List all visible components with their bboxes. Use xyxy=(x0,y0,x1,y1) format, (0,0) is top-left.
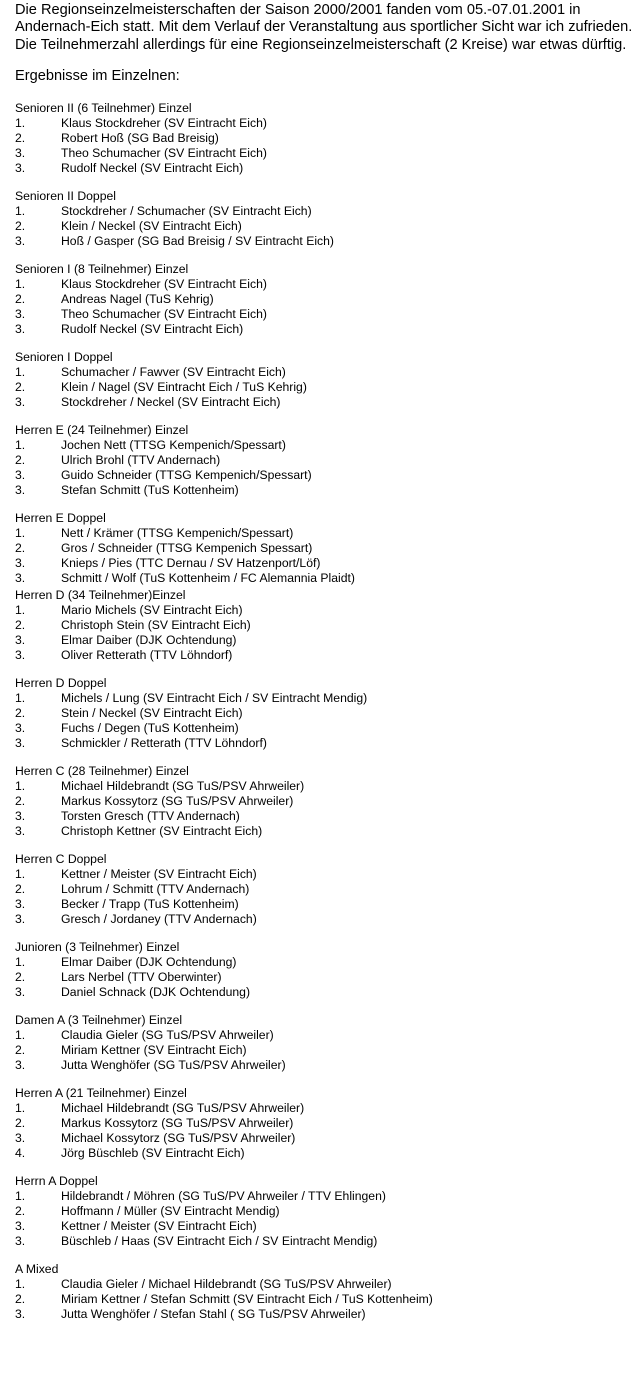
entry-rank: 3. xyxy=(15,570,26,585)
entry-text: Klein / Neckel (SV Eintracht Eich) xyxy=(61,218,242,233)
result-section xyxy=(15,423,637,498)
entry-rank: 3. xyxy=(15,1130,26,1145)
entry-text: Jutta Wenghöfer (SG TuS/PSV Ahrweiler) xyxy=(61,1057,286,1072)
result-entry xyxy=(15,204,637,219)
entry-text: Markus Kossytorz (SG TuS/PSV Ahrweiler) xyxy=(61,793,294,808)
section-title: Senioren II Doppel xyxy=(15,188,116,203)
entry-text: Oliver Retterath (TTV Löhndorf) xyxy=(61,647,233,662)
entry-rank: 2. xyxy=(15,1115,26,1130)
entry-text: Michael Hildebrandt (SG TuS/PSV Ahrweiler) xyxy=(61,778,305,793)
section-title: Herren C Doppel xyxy=(15,851,107,866)
entry-text: Ulrich Brohl (TTV Andernach) xyxy=(61,452,221,467)
result-entry xyxy=(15,618,637,633)
entry-rank: 1. xyxy=(15,778,26,793)
entry-rank: 1. xyxy=(15,690,26,705)
entry-rank: 1. xyxy=(15,203,26,218)
entry-rank: 3. xyxy=(15,306,26,321)
entry-text: Andreas Nagel (TuS Kehrig) xyxy=(61,291,214,306)
entry-rank: 3. xyxy=(15,394,26,409)
result-entry xyxy=(15,1058,637,1073)
result-entry xyxy=(15,955,637,970)
section-title: Herren D (34 Teilnehmer)Einzel xyxy=(15,587,186,602)
result-entry xyxy=(15,736,637,751)
result-entry xyxy=(15,1101,637,1116)
entry-text: Gros / Schneider (TTSG Kempenich Spessart) xyxy=(61,540,313,555)
entry-rank: 2. xyxy=(15,218,26,233)
entry-rank: 3. xyxy=(15,1218,26,1233)
entry-text: Stockdreher / Schumacher (SV Eintracht Eich) xyxy=(61,203,312,218)
entry-text: Mario Michels (SV Eintracht Eich) xyxy=(61,602,243,617)
result-entry xyxy=(15,1131,637,1146)
entry-rank: 1. xyxy=(15,364,26,379)
section-title: A Mixed xyxy=(15,1261,59,1276)
entry-text: Kettner / Meister (SV Eintracht Eich) xyxy=(61,866,257,881)
entry-rank: 2. xyxy=(15,130,26,145)
entry-rank: 3. xyxy=(15,632,26,647)
result-entry xyxy=(15,307,637,322)
entry-rank: 3. xyxy=(15,467,26,482)
entry-text: Gresch / Jordaney (TTV Andernach) xyxy=(61,911,257,926)
result-entry xyxy=(15,365,637,380)
entry-rank: 3. xyxy=(15,808,26,823)
entry-rank: 1. xyxy=(15,525,26,540)
result-entry xyxy=(15,571,637,586)
entry-text: Hoffmann / Müller (SV Eintracht Mendig) xyxy=(61,1203,280,1218)
entry-text: Stefan Schmitt (TuS Kottenheim) xyxy=(61,482,239,497)
entry-text: Fuchs / Degen (TuS Kottenheim) xyxy=(61,720,239,735)
entry-rank: 3. xyxy=(15,145,26,160)
result-entry xyxy=(15,633,637,648)
result-entry xyxy=(15,603,637,618)
entry-rank: 1. xyxy=(15,602,26,617)
entry-text: Rudolf Neckel (SV Eintracht Eich) xyxy=(61,160,244,175)
entry-text: Claudia Gieler / Michael Hildebrandt (SG TuS/PSV Ahrweiler) xyxy=(61,1276,392,1291)
entry-text: Theo Schumacher (SV Eintracht Eich) xyxy=(61,306,267,321)
section-title: Herrn A Doppel xyxy=(15,1173,98,1188)
entry-rank: 3. xyxy=(15,735,26,750)
result-entry xyxy=(15,1116,637,1131)
result-section xyxy=(15,764,637,839)
result-entry xyxy=(15,721,637,736)
entry-text: Knieps / Pies (TTC Dernau / SV Hatzenport/Löf) xyxy=(61,555,321,570)
entry-rank: 3. xyxy=(15,823,26,838)
result-entry xyxy=(15,1204,637,1219)
entry-rank: 3. xyxy=(15,984,26,999)
entry-text: Stein / Neckel (SV Eintracht Eich) xyxy=(61,705,243,720)
entry-text: Kettner / Meister (SV Eintracht Eich) xyxy=(61,1218,257,1233)
section-title: Senioren I (8 Teilnehmer) Einzel xyxy=(15,261,189,276)
entry-text: Klein / Nagel (SV Eintracht Eich / TuS Kehrig) xyxy=(61,379,307,394)
entry-rank: 2. xyxy=(15,540,26,555)
entry-rank: 3. xyxy=(15,321,26,336)
result-section xyxy=(15,1013,637,1073)
result-entry xyxy=(15,116,637,131)
entry-rank: 1. xyxy=(15,1100,26,1115)
entry-text: Michael Hildebrandt (SG TuS/PSV Ahrweiler) xyxy=(61,1100,305,1115)
entry-rank: 2. xyxy=(15,793,26,808)
entry-rank: 3. xyxy=(15,482,26,497)
result-section xyxy=(15,1086,637,1161)
section-title: Junioren (3 Teilnehmer) Einzel xyxy=(15,939,180,954)
entry-rank: 2. xyxy=(15,452,26,467)
result-entry xyxy=(15,1234,637,1249)
section-title: Herren E Doppel xyxy=(15,510,106,525)
entry-rank: 1. xyxy=(15,954,26,969)
entry-rank: 3. xyxy=(15,1057,26,1072)
entry-text: Michels / Lung (SV Eintracht Eich / SV Eintracht Mendig) xyxy=(61,690,368,705)
entry-rank: 2. xyxy=(15,705,26,720)
result-entry xyxy=(15,234,637,249)
result-entry xyxy=(15,1028,637,1043)
entry-text: Stockdreher / Neckel (SV Eintracht Eich) xyxy=(61,394,281,409)
section-title: Herren D Doppel xyxy=(15,675,107,690)
entry-rank: 2. xyxy=(15,379,26,394)
result-entry xyxy=(15,648,637,663)
entry-rank: 2. xyxy=(15,1203,26,1218)
result-entry xyxy=(15,541,637,556)
entry-rank: 3. xyxy=(15,1233,26,1248)
entry-rank: 2. xyxy=(15,881,26,896)
result-entry xyxy=(15,526,637,541)
entry-text: Guido Schneider (TTSG Kempenich/Spessart) xyxy=(61,467,312,482)
entry-text: Schumacher / Fawver (SV Eintracht Eich) xyxy=(61,364,286,379)
result-entry xyxy=(15,1292,637,1307)
section-title: Damen A (3 Teilnehmer) Einzel xyxy=(15,1012,183,1027)
entry-text: Jochen Nett (TTSG Kempenich/Spessart) xyxy=(61,437,286,452)
entry-rank: 3. xyxy=(15,233,26,248)
intro-paragraph: Die Regionseinzelmeisterschaften der Saison 2000/2001 fanden vom 05.-07.01.2001 in Andernach-Eich statt. Mit dem Verlauf der Veranstaltung aus sportlicher Sicht war ich zufrieden. Die Teilnehmerzahl allerdings für eine Regionseinzelmeisterschaft (2 Kreise) war etwas dürftig. xyxy=(15,2,633,53)
entry-text: Elmar Daiber (DJK Ochtendung) xyxy=(61,632,237,647)
result-entry xyxy=(15,146,637,161)
result-entry xyxy=(15,277,637,292)
section-title: Herren A (21 Teilnehmer) Einzel xyxy=(15,1085,187,1100)
result-section xyxy=(15,262,637,337)
result-entry xyxy=(15,131,637,146)
entry-text: Miriam Kettner / Stefan Schmitt (SV Eintracht Eich / TuS Kottenheim) xyxy=(61,1291,433,1306)
result-entry xyxy=(15,912,637,927)
entry-rank: 1. xyxy=(15,115,26,130)
entry-rank: 3. xyxy=(15,160,26,175)
section-title: Senioren I Doppel xyxy=(15,349,113,364)
section-title: Herren E (24 Teilnehmer) Einzel xyxy=(15,422,189,437)
entry-text: Claudia Gieler (SG TuS/PSV Ahrweiler) xyxy=(61,1027,274,1042)
result-section xyxy=(15,588,637,663)
entry-text: Michael Kossytorz (SG TuS/PSV Ahrweiler) xyxy=(61,1130,296,1145)
result-entry xyxy=(15,882,637,897)
entry-text: Klaus Stockdreher (SV Eintracht Eich) xyxy=(61,276,267,291)
result-section xyxy=(15,1262,637,1322)
entry-text: Büschleb / Haas (SV Eintracht Eich / SV Eintracht Mendig) xyxy=(61,1233,378,1248)
result-entry xyxy=(15,809,637,824)
entry-rank: 2. xyxy=(15,1291,26,1306)
entry-text: Christoph Kettner (SV Eintracht Eich) xyxy=(61,823,263,838)
entry-rank: 3. xyxy=(15,1306,26,1321)
result-entry xyxy=(15,1307,637,1322)
result-entry xyxy=(15,897,637,912)
result-entry xyxy=(15,1277,637,1292)
entry-text: Becker / Trapp (TuS Kottenheim) xyxy=(61,896,239,911)
result-entry xyxy=(15,1219,637,1234)
entry-rank: 3. xyxy=(15,896,26,911)
entry-text: Jutta Wenghöfer / Stefan Stahl ( SG TuS/PSV Ahrweiler) xyxy=(61,1306,366,1321)
result-section xyxy=(15,676,637,751)
result-entry xyxy=(15,556,637,571)
entry-rank: 1. xyxy=(15,1188,26,1203)
entry-rank: 2. xyxy=(15,617,26,632)
entry-text: Lohrum / Schmitt (TTV Andernach) xyxy=(61,881,250,896)
result-section xyxy=(15,852,637,927)
entry-text: Miriam Kettner (SV Eintracht Eich) xyxy=(61,1042,247,1057)
entry-text: Schmickler / Retterath (TTV Löhndorf) xyxy=(61,735,267,750)
entry-text: Christoph Stein (SV Eintracht Eich) xyxy=(61,617,251,632)
result-entry xyxy=(15,867,637,882)
result-section xyxy=(15,511,637,586)
entry-rank: 2. xyxy=(15,1042,26,1057)
result-entry xyxy=(15,161,637,176)
entry-text: Theo Schumacher (SV Eintracht Eich) xyxy=(61,145,267,160)
entry-text: Schmitt / Wolf (TuS Kottenheim / FC Alemannia Plaidt) xyxy=(61,570,355,585)
result-entry xyxy=(15,970,637,985)
entry-rank: 2. xyxy=(15,969,26,984)
result-entry xyxy=(15,794,637,809)
entry-rank: 1. xyxy=(15,866,26,881)
entry-rank: 1. xyxy=(15,276,26,291)
entry-text: Daniel Schnack (DJK Ochtendung) xyxy=(61,984,251,999)
entry-text: Torsten Gresch (TTV Andernach) xyxy=(61,808,240,823)
section-title: Senioren II (6 Teilnehmer) Einzel xyxy=(15,100,192,115)
result-entry xyxy=(15,292,637,307)
entry-text: Nett / Krämer (TTSG Kempenich/Spessart) xyxy=(61,525,294,540)
entry-rank: 3. xyxy=(15,911,26,926)
result-entry xyxy=(15,483,637,498)
entry-text: Rudolf Neckel (SV Eintracht Eich) xyxy=(61,321,244,336)
result-section xyxy=(15,350,637,410)
entry-rank: 2. xyxy=(15,291,26,306)
result-entry xyxy=(15,779,637,794)
entry-rank: 3. xyxy=(15,555,26,570)
section-title: Herren C (28 Teilnehmer) Einzel xyxy=(15,763,189,778)
entry-text: Lars Nerbel (TTV Oberwinter) xyxy=(61,969,222,984)
result-entry xyxy=(15,438,637,453)
result-section xyxy=(15,101,637,176)
entry-text: Jörg Büschleb (SV Eintracht Eich) xyxy=(61,1145,245,1160)
results-subheading: Ergebnisse im Einzelnen: xyxy=(15,67,180,84)
entry-rank: 1. xyxy=(15,1027,26,1042)
entry-rank: 4. xyxy=(15,1145,26,1160)
entry-rank: 3. xyxy=(15,720,26,735)
result-entry xyxy=(15,1146,637,1161)
result-entry xyxy=(15,322,637,337)
entry-rank: 1. xyxy=(15,437,26,452)
results-list xyxy=(15,101,637,1322)
entry-text: Hoß / Gasper (SG Bad Breisig / SV Eintracht Eich) xyxy=(61,233,334,248)
result-section xyxy=(15,940,637,1000)
result-entry xyxy=(15,985,637,1000)
result-section xyxy=(15,189,637,249)
entry-text: Klaus Stockdreher (SV Eintracht Eich) xyxy=(61,115,267,130)
result-entry xyxy=(15,395,637,410)
entry-rank: 3. xyxy=(15,647,26,662)
result-entry xyxy=(15,691,637,706)
result-entry xyxy=(15,219,637,234)
entry-text: Markus Kossytorz (SG TuS/PSV Ahrweiler) xyxy=(61,1115,294,1130)
result-entry xyxy=(15,453,637,468)
result-section xyxy=(15,1174,637,1249)
entry-text: Robert Hoß (SG Bad Breisig) xyxy=(61,130,219,145)
entry-text: Hildebrandt / Möhren (SG TuS/PV Ahrweiler / TTV Ehlingen) xyxy=(61,1188,386,1203)
entry-text: Elmar Daiber (DJK Ochtendung) xyxy=(61,954,237,969)
result-entry xyxy=(15,1043,637,1058)
result-entry xyxy=(15,706,637,721)
result-entry xyxy=(15,1189,637,1204)
result-entry xyxy=(15,824,637,839)
entry-rank: 1. xyxy=(15,1276,26,1291)
result-entry xyxy=(15,380,637,395)
result-entry xyxy=(15,468,637,483)
